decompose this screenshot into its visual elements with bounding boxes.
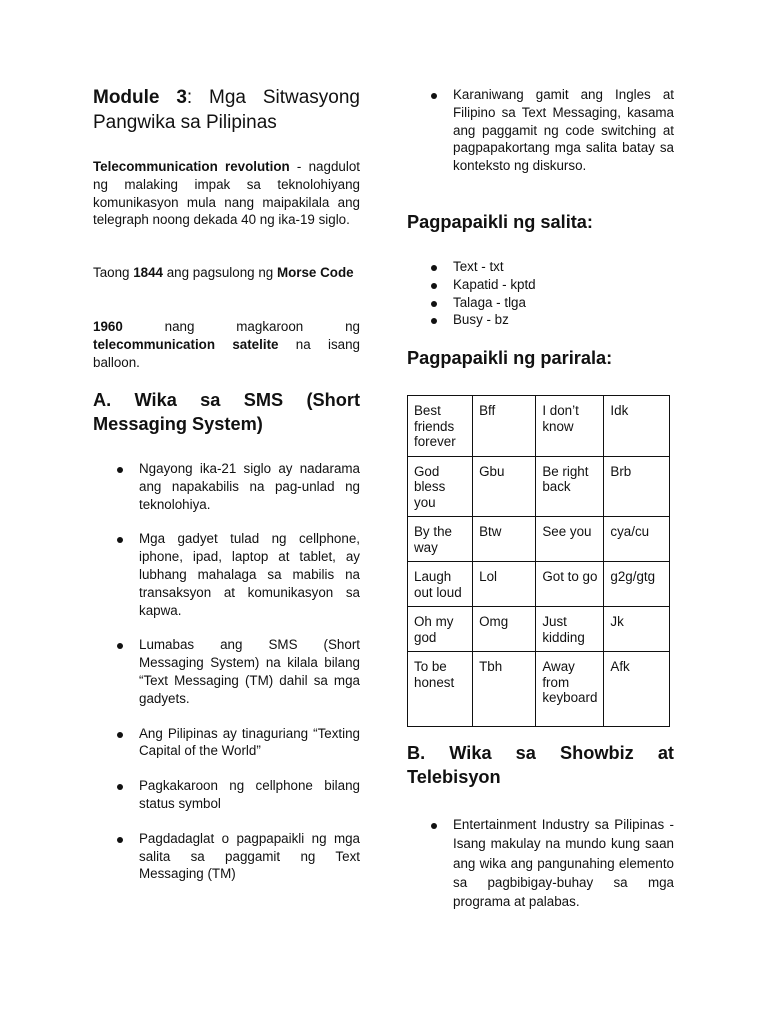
table-cell: g2g/gtg xyxy=(604,562,670,607)
list-item-text: Ang Pilipinas ay tinaguriang “Texting Capital of the World” xyxy=(139,725,360,759)
list-item-text: Pagdadaglat o pagpapaikli ng mga salita sa paggamit ng Text Messaging (TM) xyxy=(139,830,360,882)
list-item-text: Mga gadyet tulad ng cellphone, iphone, ipad, laptop at tablet, ay lubhang mahalaga sa mabilis na transaksyon at komunikasyon sa kapwa. xyxy=(139,531,360,618)
section-a-heading-line2: Messaging System) xyxy=(93,414,263,434)
table-row xyxy=(408,607,670,652)
table-cell: Lol xyxy=(473,562,536,607)
salita-heading xyxy=(407,210,674,234)
bullet-dot-icon xyxy=(117,643,123,649)
table-row xyxy=(408,456,670,517)
list-item xyxy=(407,258,674,276)
table-cell: I don’t know xyxy=(536,396,604,457)
bullet-dot-icon xyxy=(431,301,437,307)
satellite-paragraph xyxy=(93,318,360,371)
list-item-text: Pagkakaroon ng cellphone bilang status symbol xyxy=(139,778,360,811)
list-item-text: Karaniwang gamit ang Ingles at Filipino sa Text Messaging, kasama ang paggamit ng code switching at pagpapakortang mga salita batay sa konteksto ng diskurso. xyxy=(453,87,674,174)
bullet-dot-icon xyxy=(431,283,437,289)
list-item xyxy=(407,276,674,294)
table-cell: By the way xyxy=(408,517,473,562)
parirala-heading-text: Pagpapaikli ng parirala: xyxy=(407,348,613,368)
morse-code-term: Morse Code xyxy=(276,265,354,280)
list-item-text: Text - txt xyxy=(453,259,504,274)
telecom-revolution-paragraph xyxy=(93,158,360,229)
table-cell: Btw xyxy=(473,517,536,562)
list-item-text: Ngayong ika-21 siglo ay nadarama ang napakabilis na pag-unlad ng teknolohiya. xyxy=(139,461,360,512)
table-cell: Brb xyxy=(604,456,670,517)
list-item xyxy=(93,725,360,761)
table-row xyxy=(408,562,670,607)
list-item xyxy=(407,86,674,175)
list-item-text: Talaga - tlga xyxy=(453,294,526,310)
list-item-text: Kapatid - kptd xyxy=(453,276,536,292)
morse-text-b: ang pagsulong ng xyxy=(163,265,277,280)
parirala-heading xyxy=(407,346,674,370)
bullet-dot-icon xyxy=(431,823,437,829)
section-a-heading-line1: A. Wika sa SMS (Short xyxy=(93,390,360,410)
table-cell: Tbh xyxy=(473,652,536,727)
list-item-text: Lumabas ang SMS (Short Messaging System) na kilala bilang “Text Messaging (TM) dahil sa mga gadyets. xyxy=(139,637,360,706)
bullet-dot-icon xyxy=(431,93,437,99)
table-cell: See you xyxy=(536,517,604,562)
table-cell: Away from keyboard xyxy=(536,652,604,727)
list-item xyxy=(93,830,360,883)
list-item xyxy=(407,294,674,312)
bullet-dot-icon xyxy=(431,318,437,324)
table-cell: Gbu xyxy=(473,456,536,517)
bullet-dot-icon xyxy=(117,732,123,738)
satellite-year: 1960 xyxy=(93,319,123,334)
list-item-text: Entertainment Industry sa Pilipinas - Isang makulay na mundo kung saan ang wika ang pangunahing elemento sa pagbibigay-buhay sa mga programa at palabas. xyxy=(453,817,674,910)
list-item xyxy=(407,815,674,911)
satellite-term: telecommunication satelite xyxy=(93,336,279,352)
code-switching-bullet-list xyxy=(407,86,674,175)
bullet-dot-icon xyxy=(117,837,123,843)
morse-text-a: Taong xyxy=(93,265,134,280)
table-cell: Afk xyxy=(604,652,670,727)
module-title xyxy=(93,85,360,135)
module-title-rest: : Mga Sitwasyong Pangwika sa Pilipinas xyxy=(93,87,360,133)
table-cell: Idk xyxy=(604,396,670,457)
salita-heading-text: Pagpapaikli ng salita: xyxy=(407,212,593,232)
table-cell: Just kidding xyxy=(536,607,604,652)
bullet-dot-icon xyxy=(117,537,123,543)
satellite-text-b: na isang balloon. xyxy=(93,336,360,370)
bullet-dot-icon xyxy=(117,467,123,473)
list-item xyxy=(93,530,360,619)
table-row xyxy=(408,517,670,562)
bullet-dot-icon xyxy=(117,784,123,790)
morse-year: 1844 xyxy=(133,265,164,280)
list-item xyxy=(93,636,360,707)
module-title-bold: Module 3 xyxy=(93,87,187,108)
list-item xyxy=(407,311,674,329)
table-cell: Best friends forever xyxy=(408,396,473,457)
salita-list xyxy=(407,258,674,329)
table-cell: Be right back xyxy=(536,456,604,517)
list-item-text: Busy - bz xyxy=(453,312,509,328)
bullet-dot-icon xyxy=(431,265,437,271)
telecom-revolution-text: - nagdulot ng malaking impak sa teknolohiyang komunikasyon mula nang maipakilala ang telegraph noong dekada 40 ng ika-19 siglo. xyxy=(93,159,360,228)
table-cell: Oh my god xyxy=(408,607,473,652)
abbreviation-table xyxy=(407,395,670,727)
table-cell: Omg xyxy=(473,607,536,652)
table-row xyxy=(408,396,670,457)
list-item xyxy=(93,777,360,813)
morse-code-paragraph xyxy=(93,264,360,282)
section-b-heading-line2: Telebisyon xyxy=(407,767,501,787)
section-b-heading xyxy=(407,741,674,789)
table-cell: Jk xyxy=(604,607,670,652)
section-b-heading-line1: B. Wika sa Showbiz at xyxy=(407,743,674,763)
table-row xyxy=(408,652,670,727)
sms-bullet-list xyxy=(93,460,360,883)
telecom-revolution-term: Telecommunication revolution xyxy=(93,159,290,174)
list-item xyxy=(93,460,360,513)
table-cell: Got to go xyxy=(536,562,604,607)
table-cell: cya/cu xyxy=(604,517,670,562)
showbiz-bullet-list xyxy=(407,815,674,911)
section-a-heading xyxy=(93,388,360,436)
table-cell: To be honest xyxy=(408,652,473,727)
satellite-text-a: nang magkaroon ng xyxy=(122,319,360,334)
table-cell: God bless you xyxy=(408,456,473,517)
table-cell: Laugh out loud xyxy=(408,562,473,607)
table-cell: Bff xyxy=(473,396,536,457)
